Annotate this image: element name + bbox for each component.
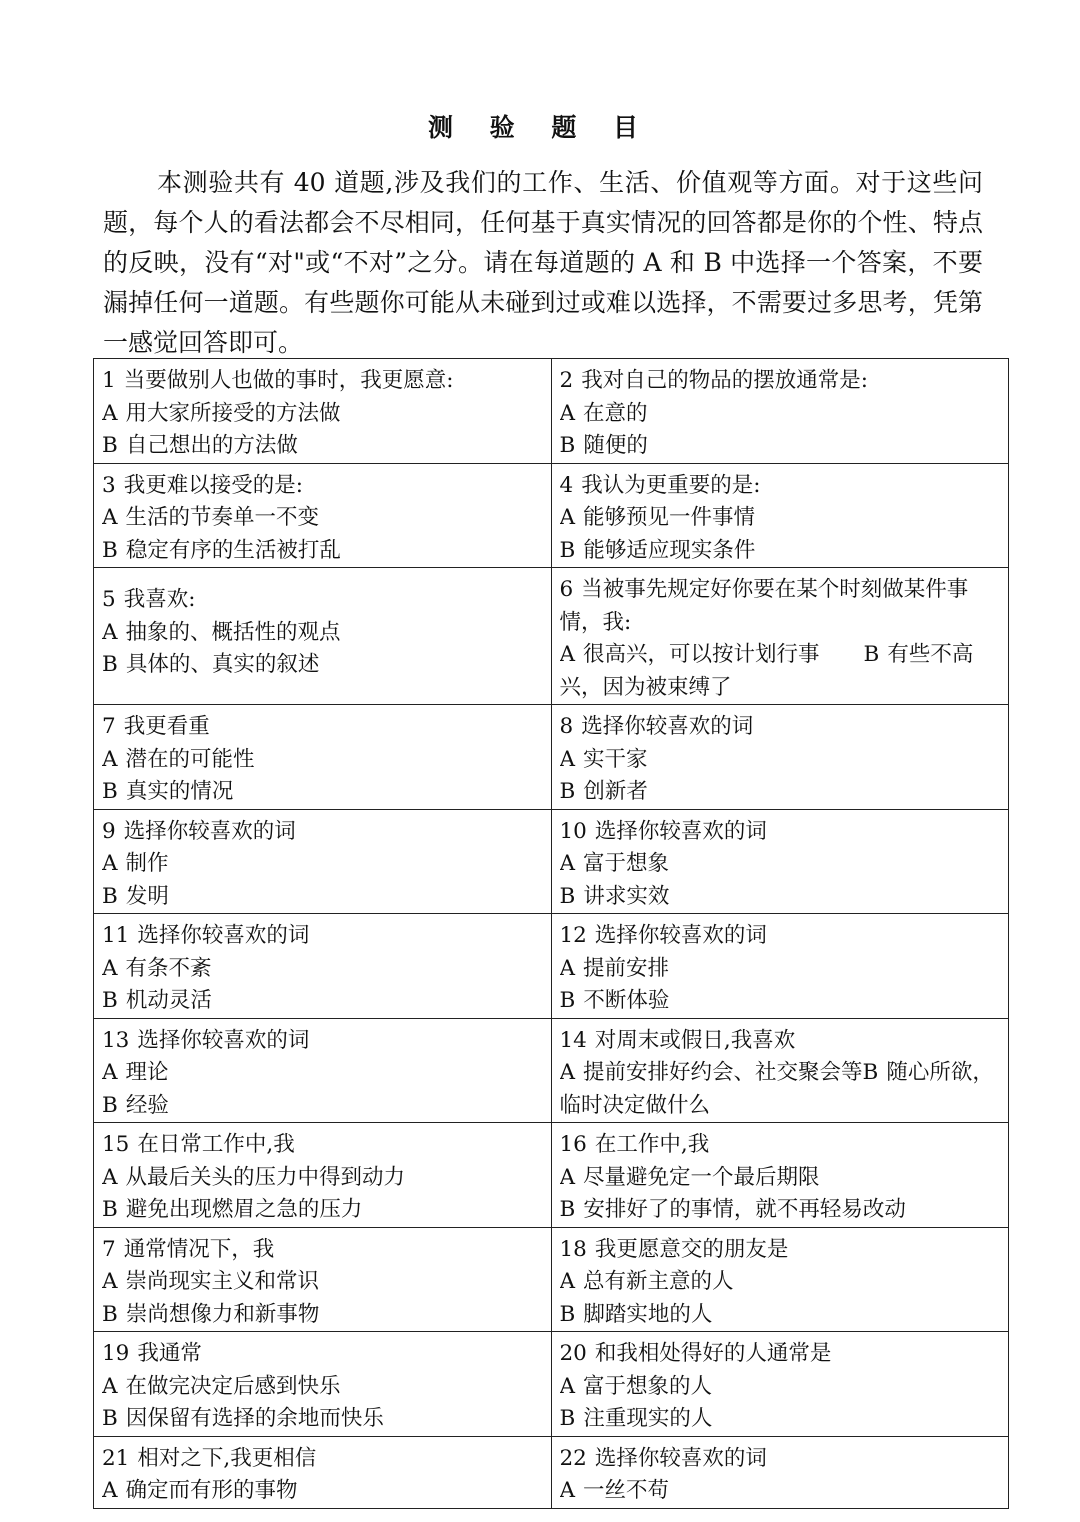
question-number: 21 (102, 1445, 130, 1471)
option-a[interactable] (560, 848, 1001, 881)
question-cell (94, 568, 552, 705)
question-number: 10 (559, 818, 587, 844)
question-row (94, 1123, 1009, 1228)
option-letter: B (102, 883, 118, 909)
question-cell (551, 568, 1009, 705)
option-b[interactable] (560, 985, 1001, 1018)
question-row (94, 1332, 1009, 1437)
question-prompt: 选择你较喜欢的词 (137, 923, 310, 948)
option-text: 有条不紊 (125, 955, 212, 981)
option-text: 在做完决定后感到快乐 (125, 1373, 341, 1399)
question-table (93, 358, 1009, 1509)
question-text (560, 1234, 1001, 1267)
option-a[interactable] (102, 1371, 543, 1404)
option-letter: A (102, 1269, 118, 1294)
question-number: 13 (102, 1027, 130, 1053)
option-b[interactable] (560, 1403, 1001, 1436)
option-text: 提前安排 (583, 955, 670, 981)
question-prompt: 和我相处得好的人通常是 (594, 1341, 832, 1366)
question-prompt: 选择你较喜欢的词 (594, 923, 767, 948)
option-text: 不断体验 (583, 988, 670, 1013)
option-letter: B (863, 642, 880, 667)
question-prompt: 我更看重 (123, 714, 210, 739)
question-prompt: 在日常工作中,我 (137, 1132, 295, 1157)
option-text: 提前安排好约会、社交聚会等 (583, 1060, 863, 1085)
option-letter: B (102, 779, 118, 804)
option-text: 发明 (125, 883, 169, 909)
option-text: 因保留有选择的余地而快乐 (125, 1406, 384, 1431)
question-prompt: 在工作中,我 (594, 1132, 710, 1157)
option-letter: B (559, 883, 576, 909)
option-text: 尽量避免定一个最后期限 (583, 1164, 820, 1190)
question-row (94, 1436, 1009, 1508)
question-text (102, 816, 543, 849)
option-b[interactable] (102, 649, 543, 682)
question-number: 7 (102, 714, 116, 739)
option-a[interactable] (102, 502, 543, 535)
question-text (560, 711, 1001, 744)
option-text: 潜在的可能性 (125, 746, 255, 772)
question-number: 6 (559, 577, 574, 602)
question-prompt: 选择你较喜欢的词 (581, 714, 754, 739)
question-text (102, 584, 543, 617)
option-letter: A (102, 746, 118, 772)
option-a[interactable] (102, 848, 543, 881)
question-text (102, 1025, 543, 1058)
question-prompt: 我更难以接受的是: (123, 472, 303, 498)
option-letter: A (559, 1164, 576, 1190)
question-cell (94, 914, 552, 1019)
option-text: 安排好了的事情，就不再轻易改动 (583, 1197, 906, 1222)
question-cell (94, 1018, 552, 1123)
question-cell (94, 809, 552, 914)
option-text: 注重现实的人 (583, 1406, 713, 1431)
option-a[interactable] (102, 1057, 543, 1090)
question-cell (94, 1123, 552, 1228)
question-text (102, 1338, 543, 1371)
question-cell (551, 809, 1009, 914)
option-a[interactable] (102, 617, 543, 650)
option-a[interactable] (560, 953, 1001, 986)
option-text: 经验 (125, 1092, 169, 1118)
option-letter: A (102, 400, 118, 426)
question-text (560, 574, 1001, 639)
option-letter: A (559, 1060, 576, 1085)
option-letter: A (102, 1060, 118, 1085)
option-letter: A (559, 1478, 576, 1503)
option-letter: B (102, 988, 118, 1013)
question-cell (94, 1332, 552, 1437)
option-b[interactable] (560, 1194, 1001, 1227)
question-prompt: 选择你较喜欢的词 (137, 1027, 310, 1053)
option-letter: B (559, 1301, 576, 1327)
option-a[interactable] (102, 1162, 543, 1195)
option-text: 脚踏实地的人 (583, 1301, 713, 1327)
option-b[interactable] (102, 430, 543, 463)
option-a[interactable] (560, 642, 820, 667)
question-cell (551, 1123, 1009, 1228)
option-text: 避免出现燃眉之急的压力 (125, 1197, 363, 1222)
option-b[interactable] (102, 1194, 543, 1227)
question-number: 7 (102, 1236, 116, 1262)
option-a[interactable] (102, 953, 543, 986)
option-b[interactable] (560, 776, 1001, 809)
question-prompt: 我对自己的物品的摆放通常是: (581, 368, 868, 393)
question-cell (551, 463, 1009, 568)
question-number: 14 (559, 1027, 587, 1053)
option-a-and-b (560, 1057, 1001, 1122)
option-text: 富于想象 (583, 851, 670, 876)
option-text: 讲求实效 (583, 883, 670, 909)
option-letter: B (559, 1197, 576, 1222)
option-letter: A (559, 851, 576, 876)
option-letter: B (559, 1406, 576, 1431)
question-row (94, 705, 1009, 810)
question-row (94, 568, 1009, 705)
question-row (94, 1018, 1009, 1123)
question-cell (551, 1332, 1009, 1437)
question-text (560, 1129, 1001, 1162)
option-text: 生活的节奏单一不变 (125, 505, 320, 530)
option-letter: A (102, 851, 118, 876)
option-text: 用大家所接受的方法做 (125, 400, 341, 426)
question-number: 11 (102, 923, 130, 948)
option-letter: A (559, 1269, 576, 1294)
option-text: 随便的 (583, 433, 648, 458)
option-letter: A (559, 505, 576, 530)
question-text (102, 1234, 543, 1267)
question-cell (551, 359, 1009, 464)
option-text: 能够适应现实条件 (583, 537, 756, 563)
question-cell (94, 1436, 552, 1508)
option-text: 自己想出的方法做 (125, 433, 298, 458)
option-text: 实干家 (583, 746, 648, 772)
option-text: 真实的情况 (125, 779, 234, 804)
option-letter: B (102, 1197, 118, 1222)
option-text: 很高兴，可以按计划行事 (583, 642, 820, 667)
option-text: 从最后关头的压力中得到动力 (125, 1164, 406, 1190)
option-letter: B (862, 1060, 879, 1085)
question-text (102, 1443, 543, 1476)
question-prompt: 选择你较喜欢的词 (123, 818, 296, 844)
question-number: 8 (559, 714, 574, 739)
question-prompt: 选择你较喜欢的词 (594, 1445, 767, 1471)
option-a[interactable] (102, 1475, 543, 1508)
option-letter: A (102, 955, 118, 981)
option-letter: A (102, 1164, 118, 1190)
intro-paragraph: 本测验共有 40 道题,涉及我们的工作、生活、价值观等方面。对于这些问题，每个人的看法都会不尽相同，任何基于真实情况的回答都是你的个性、特点的反映，没有“对"或“不对”之分。请在每道题的 A 和 B 中选择一个答案，不要漏掉任何一道题。有些题你可能从未碰到过或难以选择，不需要过多思考，凭第一感觉回答即可。 (103, 168, 983, 357)
option-text: 稳定有序的生活被打乱 (125, 537, 341, 563)
option-text: 一丝不苟 (583, 1478, 670, 1503)
question-row (94, 359, 1009, 464)
question-text (560, 1338, 1001, 1371)
option-letter: A (102, 1478, 118, 1503)
question-number: 9 (102, 818, 116, 844)
option-letter: A (102, 1373, 118, 1399)
option-b[interactable] (102, 535, 543, 568)
option-a[interactable] (560, 398, 1001, 431)
option-letter: B (559, 988, 576, 1013)
question-prompt: 我更愿意交的朋友是 (594, 1236, 789, 1262)
question-number: 12 (559, 923, 587, 948)
option-text: 富于想象的人 (583, 1373, 713, 1399)
question-prompt: 选择你较喜欢的词 (594, 818, 767, 844)
question-prompt: 当要做别人也做的事时，我更愿意: (123, 368, 454, 393)
question-prompt: 相对之下,我更相信 (137, 1445, 317, 1471)
option-a-and-b (560, 639, 1001, 704)
question-text (560, 816, 1001, 849)
question-cell (551, 1018, 1009, 1123)
question-cell (551, 1436, 1009, 1508)
option-text: 抽象的、概括性的观点 (125, 619, 341, 645)
option-letter: B (102, 537, 118, 563)
option-text: 能够预见一件事情 (583, 505, 756, 530)
option-a[interactable] (560, 1266, 1001, 1299)
option-a[interactable] (560, 502, 1001, 535)
option-b[interactable] (560, 535, 1001, 568)
option-letter: B (102, 652, 118, 677)
question-row (94, 809, 1009, 914)
option-letter: B (559, 433, 576, 458)
option-letter: A (559, 1373, 576, 1399)
option-text: 创新者 (583, 779, 648, 804)
question-row (94, 463, 1009, 568)
question-cell (94, 1227, 552, 1332)
option-a[interactable] (102, 398, 543, 431)
option-letter: B (559, 779, 576, 804)
question-prompt: 当被事先规定好你要在某个时刻做某件事情，我: (559, 577, 969, 635)
option-a[interactable] (102, 744, 543, 777)
question-number: 18 (559, 1236, 587, 1262)
question-prompt: 我认为更重要的是: (581, 472, 761, 498)
question-cell (94, 705, 552, 810)
question-text (560, 920, 1001, 953)
question-number: 22 (559, 1445, 587, 1471)
option-a[interactable] (560, 1371, 1001, 1404)
option-text: 崇尚想像力和新事物 (125, 1301, 320, 1327)
option-letter: A (559, 642, 576, 667)
option-text: 随心所欲，临时决定做什么 (559, 1060, 994, 1118)
question-prompt: 我喜欢: (123, 587, 196, 612)
option-text: 总有新主意的人 (583, 1269, 734, 1294)
option-b[interactable] (102, 985, 543, 1018)
option-a[interactable] (560, 744, 1001, 777)
option-text: 确定而有形的事物 (125, 1478, 298, 1503)
question-number: 16 (559, 1132, 587, 1157)
question-row (94, 914, 1009, 1019)
question-number: 20 (559, 1341, 587, 1366)
option-b[interactable] (102, 1090, 543, 1123)
question-number: 4 (559, 472, 574, 498)
option-b[interactable] (102, 1299, 543, 1332)
question-number: 19 (102, 1341, 130, 1366)
option-letter: B (102, 1301, 118, 1327)
question-row (94, 1227, 1009, 1332)
option-letter: B (102, 1406, 118, 1431)
question-number: 3 (102, 472, 116, 498)
question-text (560, 1025, 1001, 1058)
option-text: 制作 (125, 851, 169, 876)
question-cell (94, 359, 552, 464)
option-b[interactable] (560, 1299, 1001, 1332)
question-cell (551, 1227, 1009, 1332)
option-a[interactable] (560, 1475, 1001, 1508)
question-cell (94, 463, 552, 568)
question-text (102, 711, 543, 744)
question-cell (551, 914, 1009, 1019)
option-b[interactable] (560, 430, 1001, 463)
question-text (102, 470, 543, 503)
question-number: 15 (102, 1132, 130, 1157)
question-text (560, 1443, 1001, 1476)
question-number: 1 (102, 368, 116, 393)
option-text: 机动灵活 (125, 988, 212, 1013)
question-prompt: 我通常 (137, 1341, 202, 1366)
option-b[interactable] (102, 1403, 543, 1436)
option-a[interactable] (560, 1060, 863, 1085)
option-letter: B (102, 433, 118, 458)
option-letter: B (102, 1092, 118, 1118)
page-title: 测 验 题 目 (427, 113, 653, 142)
option-b[interactable] (102, 776, 543, 809)
option-text: 理论 (125, 1060, 169, 1085)
question-number: 5 (102, 587, 116, 612)
option-text: 在意的 (583, 400, 648, 426)
option-a[interactable] (560, 1162, 1001, 1195)
option-b[interactable] (102, 881, 543, 914)
option-text: 具体的、真实的叙述 (125, 652, 320, 677)
option-letter: B (559, 537, 576, 563)
question-text (560, 365, 1001, 398)
question-prompt: 对周末或假日,我喜欢 (594, 1027, 796, 1053)
question-prompt: 通常情况下，我 (123, 1236, 275, 1262)
question-cell (551, 705, 1009, 810)
option-letter: A (559, 746, 576, 772)
question-text (102, 1129, 543, 1162)
question-number: 2 (559, 368, 574, 393)
option-text: 崇尚现实主义和常识 (125, 1269, 320, 1294)
option-letter: A (559, 400, 576, 426)
option-b[interactable] (560, 881, 1001, 914)
question-text (102, 365, 543, 398)
option-letter: A (559, 955, 576, 981)
option-a[interactable] (102, 1266, 543, 1299)
question-text (102, 920, 543, 953)
option-text: 有些不高兴，因为被束缚了 (559, 642, 974, 700)
option-letter: A (102, 619, 118, 645)
option-letter: A (102, 505, 118, 530)
question-text (560, 470, 1001, 503)
